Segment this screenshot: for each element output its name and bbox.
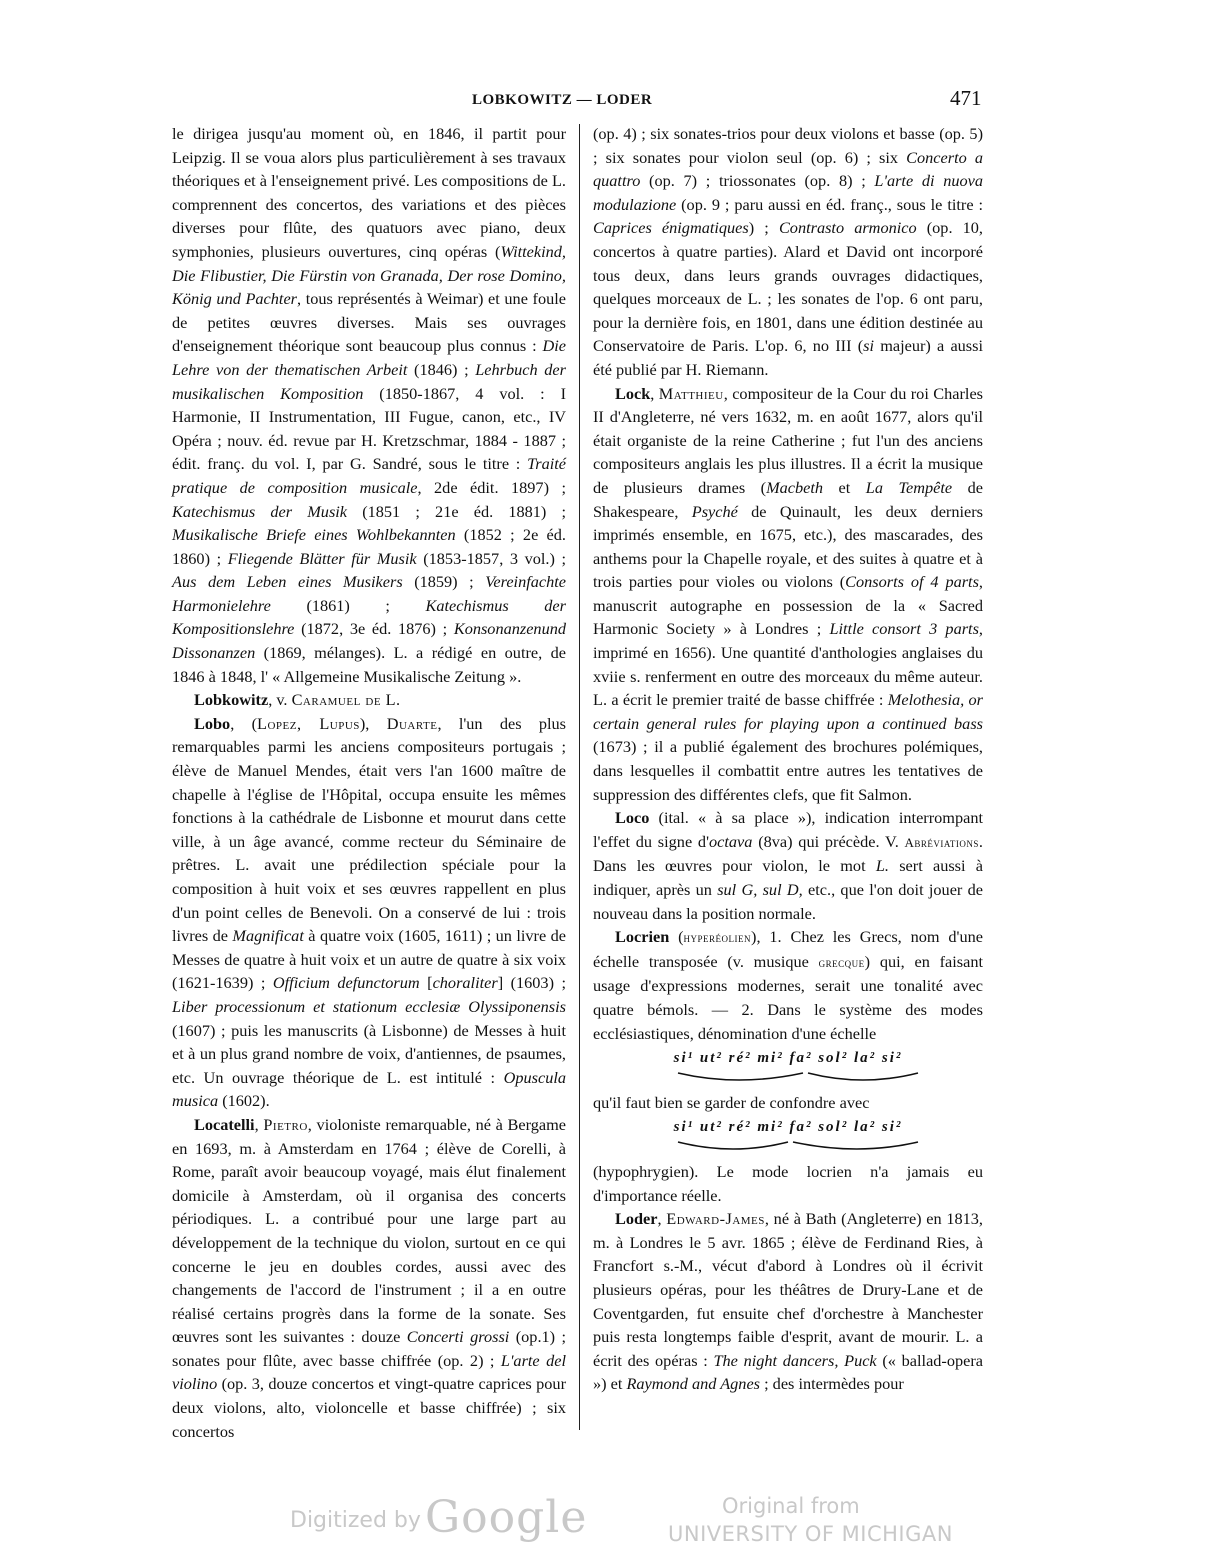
entry-loco: Loco (ital. « à sa place »), indication interrompant l'effet du signe d'octava (8va) qui précède. V. Abréviations. Dans les œuvres pour violon, le mot L. sert aussi à indiquer, après un sul G, sul D, etc., que l'on doit jouer de nouveau dans la position normale. (593, 808, 983, 923)
original-from-text: Original from (722, 1494, 860, 1518)
scale-slur-arcs (638, 1140, 938, 1154)
entry-locatelli-continuation: (op. 4) ; six sonates-trios pour deux violons et basse (op. 5) ; six sonates pour violon seul (op. 6) ; six Concerto a quattro (op. 7) ; triossonates (op. 8) ; L'arte di nuova modulazione (op. 9 ; paru aussi en éd. franç., sous le titre : Caprices énigmatiques) ; Contrasto armonico (op. 10, concertos à quatre parties). Alard et David ont incorporé tous deux, dans leurs grands ouvrages didactiques, quelques morceaux de L. ; les sonates de l'op. 6 ont paru, pour la dernière fois, en 1801, dans une édition destinée au Conservatoire de Paris. L'op. 6, no III (si majeur) a aussi été publié par H. Riemann. (593, 124, 984, 379)
entry-lobe-continuation: le dirigea jusqu'au moment où, en 1846, il partit pour Leipzig. Il se voua alors plus particulièrement à ses travaux théoriques et à l'enseignement privé. Les compositions de L. comprennent des concertos, des variations et des pièces diverses pour flûte, des quatuors avec piano, deux symphonies, plusieurs ouvertures, cinq opéras (Wittekind, Die Flibustier, Die Fürstin von Granada, Der rose Domino, König und Pachter, tous représentés à Weimar) et une foule de petites œuvres diverses. Mais ses ouvrages d'enseignement théorique sont beaucoup plus connus : Die Lehre von der thematischen Arbeit (1846) ; Lehrbuch der musikalischen Komposition (1850-1867, 4 vol. : I Harmonie, II Instrumentation, III Fugue, canon, etc., IV Opéra ; nouv. éd. revue par H. Kretzschmar, 1884 - 1887 ; édit. franç. du vol. I, par G. Sandré, sous le titre : Traité pratique de composition musicale, 2de édit. 1897) ; Katechismus der Musik (1851 ; 21e éd. 1881) ; Musikalische Briefe eines Wohlbekannten (1852 ; 2e éd. 1860) ; Fliegende Blätter für Musik (1853-1857, 3 vol.) ; Aus dem Leben eines Musikers (1859) ; Vereinfachte Harmonielehre (1861) ; Katechismus der Kompositionslehre (1872, 3e éd. 1876) ; Konsonanzenund Dissonanzen (1869, mélanges). L. a rédigé en outre, de 1846 à 1848, l' « Allgemeine Musikalische Zeitung ». (172, 124, 567, 686)
page-number: 471 (950, 86, 982, 110)
column-divider (579, 124, 580, 1430)
headword: Locrien (615, 927, 670, 947)
entry-loder: Loder, Edward-James, né à Bath (Angleterre) en 1813, m. à Londres le 5 avr. 1865 ; élève de Ferdinand Ries, à Francfort s.-M., vécut d'abord à Londres où il écrivit plusieurs opéras, pour les théâtres de Drury-Lane et de Coventgarden, fut ensuite chef d'orchestre à Manchester puis resta longtemps faible d'esprit, avant de mourir. L. a écrit des opéras : The night dancers, Puck (« ballad-opera ») et Raymond and Agnes ; des intermèdes pour (593, 1209, 984, 1394)
google-logo: Google (425, 1492, 588, 1543)
headword: Locatelli (194, 1114, 255, 1134)
scale-slur-arcs (638, 1071, 938, 1085)
scale-hypophrygian: si¹ ut² ré² mi² fa² sol² la² si² (593, 1116, 983, 1154)
scale-note: (hypophrygien). Le mode locrien n'a jamais eu d'importance réelle. (593, 1161, 983, 1205)
digitized-by-text: Digitized by (290, 1508, 421, 1533)
headword: Loder (615, 1209, 658, 1229)
entry-locatelli: Locatelli, Pietro, violoniste remarquable, né à Bergame en 1693, m. à Amsterdam en 1764 ; élève de Corelli, à Rome, paraît avoir beaucoup voyagé, mais élut finalement domicile à Amsterdam, où il organisa des concerts périodiques. L. a contribué pour une large part au développement de la technique du violon, surtout en ce qui concerne le jeu en doubles cordes, aussi avec des changements de l'accord de l'instrument ; il a en outre réalisé certains progrès dans la forme de la sonate. Ses œuvres sont les suivantes : douze Concerti grossi (op.1) ; sonates pour flûte, avec basse chiffrée (op. 2) ; L'arte del violino (op. 3, douze concertos et vingt-quatre caprices pour deux violons, alto, violoncelle et basse chiffrée) ; six concertos (172, 1114, 567, 1441)
headword: Loco (615, 808, 650, 828)
digitization-watermark (0, 1492, 1207, 1562)
scale-comparison-text: qu'il faut bien se garder de confondre avec (593, 1092, 870, 1112)
entry-lock: Lock, Matthieu, compositeur de la Cour du roi Charles II d'Angleterre, né vers 1632, m. en août 1677, alors qu'il était organiste de la reine Catherine ; fut l'un des anciens compositeurs anglais les plus illustres. Il a écrit la musique de plusieurs drames (Macbeth et La Tempête de Shakespeare, Psyché de Quinault, les deux derniers imprimés ensemble, en 1675, etc.), des mascarades, des anthems pour la Chapelle royale, et des suites à quatre et à trois parties pour violes ou violons (Consorts of 4 parts, manuscrit autographe en possession de la « Sacred Harmonic Society » à Londres ; Little consort 3 parts, imprimé en 1656). Une quantité d'anthologies anglaises du xviie s. renferment en outre des morceaux du même auteur. L. a écrit le premier traité de basse chiffrée : Melothesia, or certain general rules for playing upon a continued bass (1673) ; il a publié également des brochures polémiques, dans lesquelles il combattit entre autres les tentatives de suppression des différentes clefs, que fit Salmon. (593, 383, 984, 804)
running-title: LOBKOWITZ — LODER (472, 92, 653, 108)
entry-lobo: Lobo, (Lopez, Lupus), Duarte, l'un des plus remarquables parmi les anciens compositeurs portugais ; élève de Manuel Mendes, était vers l'an 1600 maître de chapelle à l'église de l'Hôpital, occupa ensuite les mêmes fonctions à la cathédrale de Lisbonne et mourut dans cette ville, à un âge avancé, comme recteur du Séminaire de prêtres. L. avait une prédilection spéciale pour la composition à huit voix et ses œuvres rappellent en plus d'un point celles de Benevoli. On a conservé de lui : trois livres de Magnificat à quatre voix (1605, 1611) ; un livre de Messes de quatre à huit voix et un autre de quatre à six voix (1621-1639) ; Officium defunctorum [choraliter] (1603) ; Liber processionum et stationum ecclesiæ Olyssiponensis (1607) ; puis les manuscrits (à Lisbonne) de Messes à huit et à un plus grand nombre de voix, d'antiennes, de psaumes, etc. Un ouvrage théorique de L. est intitulé : Opuscula musica (1602). (172, 713, 567, 1111)
headword: Lobkowitz (194, 690, 269, 710)
headword: Lock (615, 383, 651, 403)
headword: Lobo (194, 713, 231, 733)
scale-locrian: si¹ ut² ré² mi² fa² sol² la² si² (593, 1047, 983, 1085)
university-text: UNIVERSITY OF MICHIGAN (668, 1522, 953, 1546)
left-column (172, 122, 566, 1443)
entry-locrien: Locrien (hyperéolien), 1. Chez les Grecs, nom d'une échelle transposée (v. musique grecque) qui, en faisant usage d'expressions modernes, serait une tonalité avec quatre bémols. — 2. Dans le système des modes ecclésiastiques, dénomination d'une échelle (593, 927, 984, 1043)
entry-lobkowitz: Lobkowitz, v. Caramuel de L. (194, 690, 401, 710)
right-column (593, 122, 983, 1396)
page-header (0, 86, 1207, 116)
